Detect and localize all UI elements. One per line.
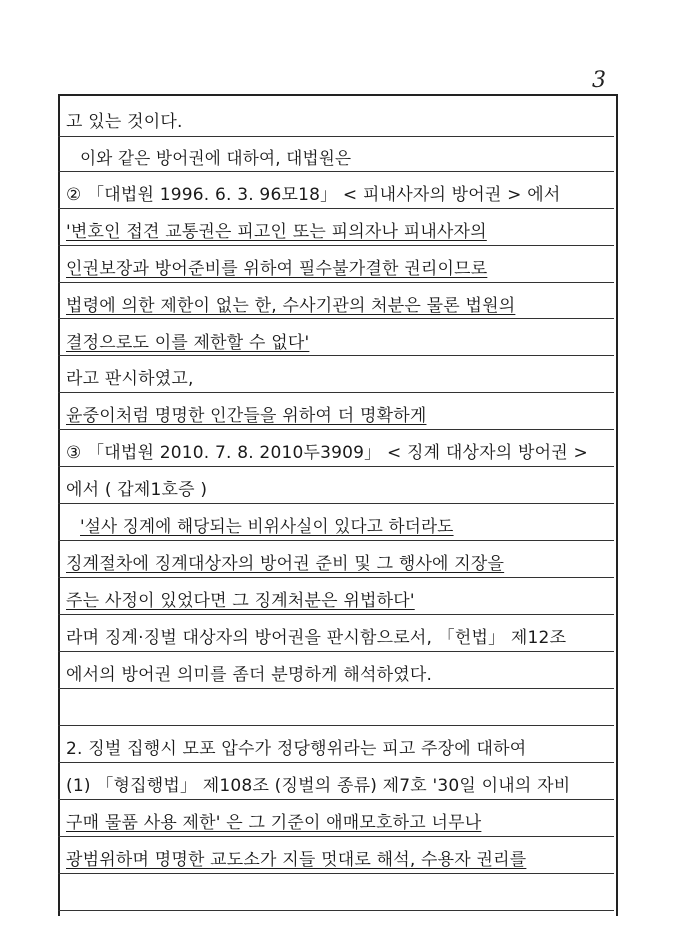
text-line: 주는 사정이 있었다면 그 징계처분은 위법하다' — [66, 591, 415, 611]
text-line: 결정으로도 이를 제한할 수 없다' — [66, 333, 310, 353]
rule-line — [58, 577, 614, 578]
rule-line — [58, 355, 614, 356]
text-line: 에서의 방어권 의미를 좀더 분명하게 해석하였다. — [66, 665, 433, 685]
rule-line — [58, 762, 614, 763]
page-number: 3 — [592, 68, 606, 93]
rule-line — [58, 318, 614, 319]
text-line: ③ 「대법원 2010. 7. 8. 2010두3909」 < 징계 대상자의 방어권 > — [66, 443, 588, 463]
rule-line — [58, 725, 614, 726]
text-line: '변호인 접견 교통권은 피고인 또는 피의자나 피내사자의 — [66, 222, 487, 242]
rule-line — [58, 429, 614, 430]
rule-line — [58, 466, 614, 467]
rule-line — [58, 540, 614, 541]
rule-line — [58, 392, 614, 393]
text-line: 이와 같은 방어권에 대하여, 대법원은 — [80, 149, 352, 169]
rule-line — [58, 873, 614, 874]
text-line: '설사 징계에 해당되는 비위사실이 있다고 하더라도 — [80, 517, 454, 537]
text-line: 법령에 의한 제한이 없는 한, 수사기관의 처분은 물론 법원의 — [66, 296, 516, 316]
text-line: 윤중이처럼 명명한 인간들을 위하여 더 명확하게 — [66, 406, 427, 426]
text-line: ② 「대법원 1996. 6. 3. 96모18」 < 피내사자의 방어권 > 에서 — [66, 185, 561, 205]
text-line: 징계절차에 징계대상자의 방어권 준비 및 그 행사에 지장을 — [66, 554, 505, 574]
text-line: 광범위하며 명명한 교도소가 지들 멋대로 해석, 수용자 권리를 — [66, 850, 527, 870]
rule-line — [58, 171, 614, 172]
rule-line — [58, 688, 614, 689]
text-line: 라고 판시하였고, — [66, 369, 194, 389]
text-line: 2. 징벌 집행시 모포 압수가 정당행위라는 피고 주장에 대하여 — [66, 739, 527, 759]
text-line: 고 있는 것이다. — [66, 112, 183, 132]
text-line: 에서 ( 갑제1호증 ) — [66, 480, 208, 500]
rule-line — [58, 282, 614, 283]
rule-line — [58, 799, 614, 800]
rule-line — [58, 503, 614, 504]
rule-line — [58, 910, 614, 911]
rule-line — [58, 136, 614, 137]
text-line: 라며 징계·징벌 대상자의 방어권을 판시함으로서, 「헌법」 제12조 — [66, 628, 567, 648]
rule-line — [58, 836, 614, 837]
rule-line — [58, 208, 614, 209]
rule-line — [58, 245, 614, 246]
text-line: (1) 「형집행법」 제108조 (징벌의 종류) 제7호 '30일 이내의 자비 — [66, 776, 571, 796]
text-line: 구매 물품 사용 제한' 은 그 기준이 애매모호하고 너무나 — [66, 813, 482, 833]
text-line: 인권보장과 방어준비를 위하여 필수불가결한 권리이므로 — [66, 259, 488, 279]
rule-line — [58, 614, 614, 615]
rule-line — [58, 651, 614, 652]
